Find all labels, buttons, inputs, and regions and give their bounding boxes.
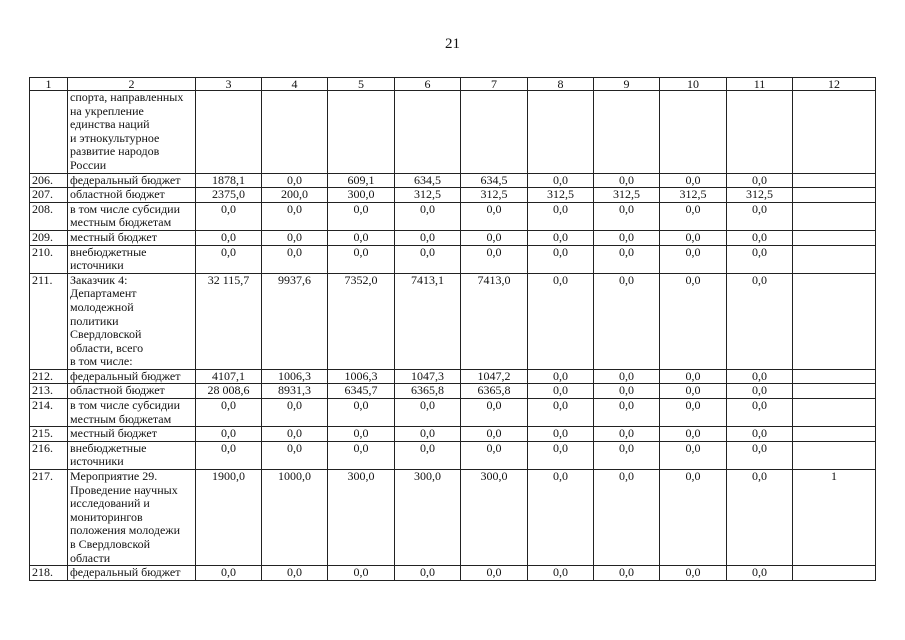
row-name xyxy=(68,245,196,273)
value-cell: 0,0 xyxy=(594,470,660,566)
value-cell: 0,0 xyxy=(196,399,262,427)
value-cell: 0,0 xyxy=(328,427,395,442)
value-cell: 0,0 xyxy=(727,384,793,399)
row-name-line: в том числе: xyxy=(70,354,133,369)
value-cell: 0,0 xyxy=(660,173,727,188)
row-name-line: области xyxy=(70,550,111,565)
row-name-line: местный бюджет xyxy=(70,229,157,244)
row-number xyxy=(30,91,68,174)
row-name xyxy=(68,273,196,369)
row-name-line: развитие народов xyxy=(70,144,160,159)
value-cell xyxy=(793,566,876,581)
table-row xyxy=(30,188,876,203)
value-cell: 312,5 xyxy=(528,188,594,203)
row-name-line: федеральный бюджет xyxy=(70,565,181,580)
value-cell: 634,5 xyxy=(395,173,461,188)
table-row xyxy=(30,91,876,174)
column-header: 8 xyxy=(528,78,594,91)
row-number: 218. xyxy=(30,566,68,581)
row-name xyxy=(68,384,196,399)
row-name-line: исследований и xyxy=(70,496,150,511)
value-cell xyxy=(793,427,876,442)
row-name-line: Департамент xyxy=(70,286,137,301)
row-name-line: политики xyxy=(70,313,119,328)
row-name-line: местным бюджетам xyxy=(70,411,172,426)
row-number: 213. xyxy=(30,384,68,399)
row-name-line: положения молодежи xyxy=(70,523,180,538)
value-cell: 0,0 xyxy=(395,245,461,273)
value-cell: 9937,6 xyxy=(262,273,328,369)
value-cell xyxy=(793,202,876,230)
value-cell xyxy=(395,91,461,174)
value-cell: 0,0 xyxy=(461,427,528,442)
value-cell xyxy=(793,91,876,174)
table-row xyxy=(30,470,876,566)
value-cell: 0,0 xyxy=(660,470,727,566)
value-cell xyxy=(793,188,876,203)
value-cell: 0,0 xyxy=(660,202,727,230)
value-cell: 0,0 xyxy=(594,245,660,273)
value-cell: 0,0 xyxy=(196,245,262,273)
value-cell xyxy=(793,369,876,384)
value-cell: 312,5 xyxy=(727,188,793,203)
row-number: 211. xyxy=(30,273,68,369)
value-cell: 32 115,7 xyxy=(196,273,262,369)
row-name-line: Проведение научных xyxy=(70,482,178,497)
value-cell xyxy=(660,91,727,174)
value-cell: 0,0 xyxy=(528,470,594,566)
table-row xyxy=(30,273,876,369)
value-cell: 0,0 xyxy=(528,173,594,188)
value-cell: 0,0 xyxy=(328,202,395,230)
row-number: 217. xyxy=(30,470,68,566)
value-cell: 0,0 xyxy=(395,202,461,230)
value-cell: 0,0 xyxy=(461,230,528,245)
value-cell xyxy=(262,91,328,174)
value-cell: 1047,3 xyxy=(395,369,461,384)
value-cell xyxy=(793,245,876,273)
column-header: 5 xyxy=(328,78,395,91)
value-cell xyxy=(727,91,793,174)
value-cell: 0,0 xyxy=(395,441,461,469)
value-cell xyxy=(594,91,660,174)
value-cell: 2375,0 xyxy=(196,188,262,203)
row-number: 212. xyxy=(30,369,68,384)
value-cell: 0,0 xyxy=(528,427,594,442)
value-cell: 634,5 xyxy=(461,173,528,188)
value-cell: 0,0 xyxy=(727,273,793,369)
row-name-line: в Свердловской xyxy=(70,537,151,551)
row-name-line: единства наций xyxy=(70,117,150,132)
value-cell: 6365,8 xyxy=(395,384,461,399)
header-row xyxy=(30,78,876,91)
value-cell: 7352,0 xyxy=(328,273,395,369)
value-cell: 300,0 xyxy=(461,470,528,566)
table-row xyxy=(30,566,876,581)
row-name xyxy=(68,230,196,245)
value-cell: 1006,3 xyxy=(262,369,328,384)
table-row xyxy=(30,399,876,427)
value-cell: 0,0 xyxy=(196,427,262,442)
table-row xyxy=(30,384,876,399)
value-cell: 0,0 xyxy=(196,202,262,230)
value-cell: 312,5 xyxy=(395,188,461,203)
value-cell: 0,0 xyxy=(528,566,594,581)
row-name-line: Свердловской xyxy=(70,327,142,342)
page-number: 21 xyxy=(445,36,460,52)
row-name-line: спорта, направленных xyxy=(70,90,184,104)
value-cell: 1006,3 xyxy=(328,369,395,384)
value-cell: 0,0 xyxy=(528,384,594,399)
value-cell: 0,0 xyxy=(395,230,461,245)
row-number: 210. xyxy=(30,245,68,273)
row-name-line: областной бюджет xyxy=(70,187,165,202)
column-header: 7 xyxy=(461,78,528,91)
column-header: 11 xyxy=(727,78,793,91)
value-cell: 0,0 xyxy=(262,245,328,273)
value-cell: 0,0 xyxy=(727,202,793,230)
value-cell: 0,0 xyxy=(328,566,395,581)
row-name xyxy=(68,202,196,230)
value-cell: 0,0 xyxy=(727,470,793,566)
row-name xyxy=(68,427,196,442)
row-name-line: источники xyxy=(70,258,124,273)
value-cell: 0,0 xyxy=(594,369,660,384)
column-header: 12 xyxy=(793,78,876,91)
value-cell: 28 008,6 xyxy=(196,384,262,399)
row-name-line: в том числе субсидии xyxy=(70,398,181,413)
value-cell xyxy=(328,91,395,174)
value-cell: 0,0 xyxy=(461,245,528,273)
row-name-line: мониторингов xyxy=(70,509,143,524)
value-cell: 0,0 xyxy=(727,230,793,245)
value-cell: 0,0 xyxy=(528,441,594,469)
column-header: 3 xyxy=(196,78,262,91)
row-number: 215. xyxy=(30,427,68,442)
row-name-line: источники xyxy=(70,454,124,469)
value-cell: 300,0 xyxy=(328,188,395,203)
value-cell: 0,0 xyxy=(262,441,328,469)
value-cell xyxy=(793,441,876,469)
value-cell: 1047,2 xyxy=(461,369,528,384)
value-cell: 0,0 xyxy=(594,384,660,399)
value-cell: 0,0 xyxy=(262,427,328,442)
value-cell: 300,0 xyxy=(395,470,461,566)
value-cell: 0,0 xyxy=(727,399,793,427)
value-cell: 0,0 xyxy=(594,399,660,427)
row-name-line: местный бюджет xyxy=(70,426,157,441)
table-row xyxy=(30,173,876,188)
value-cell: 0,0 xyxy=(594,230,660,245)
value-cell: 200,0 xyxy=(262,188,328,203)
table-row xyxy=(30,202,876,230)
row-name xyxy=(68,470,196,566)
value-cell: 0,0 xyxy=(594,173,660,188)
value-cell xyxy=(528,91,594,174)
value-cell: 0,0 xyxy=(660,384,727,399)
row-name-line: на укрепление xyxy=(70,103,144,118)
column-header: 1 xyxy=(30,78,68,91)
row-name-line: Мероприятие 29. xyxy=(70,469,158,484)
value-cell: 6365,8 xyxy=(461,384,528,399)
value-cell: 0,0 xyxy=(196,566,262,581)
value-cell: 1000,0 xyxy=(262,470,328,566)
value-cell: 0,0 xyxy=(528,273,594,369)
value-cell: 1900,0 xyxy=(196,470,262,566)
row-number: 208. xyxy=(30,202,68,230)
table-row xyxy=(30,369,876,384)
value-cell: 1878,1 xyxy=(196,173,262,188)
value-cell: 0,0 xyxy=(594,273,660,369)
value-cell: 0,0 xyxy=(262,230,328,245)
value-cell xyxy=(793,273,876,369)
value-cell: 4107,1 xyxy=(196,369,262,384)
value-cell: 0,0 xyxy=(660,441,727,469)
row-name-line: области, всего xyxy=(70,340,144,355)
value-cell: 0,0 xyxy=(328,441,395,469)
table-body xyxy=(30,78,876,581)
row-number: 206. xyxy=(30,173,68,188)
value-cell: 0,0 xyxy=(727,441,793,469)
value-cell: 0,0 xyxy=(196,441,262,469)
value-cell: 6345,7 xyxy=(328,384,395,399)
value-cell: 0,0 xyxy=(461,202,528,230)
row-number: 209. xyxy=(30,230,68,245)
value-cell: 0,0 xyxy=(528,399,594,427)
value-cell: 312,5 xyxy=(461,188,528,203)
row-name xyxy=(68,399,196,427)
value-cell: 0,0 xyxy=(262,173,328,188)
row-name-line: федеральный бюджет xyxy=(70,172,181,187)
value-cell: 312,5 xyxy=(594,188,660,203)
value-cell: 0,0 xyxy=(660,230,727,245)
value-cell: 7413,1 xyxy=(395,273,461,369)
value-cell: 0,0 xyxy=(727,369,793,384)
value-cell: 0,0 xyxy=(594,427,660,442)
value-cell: 0,0 xyxy=(395,399,461,427)
value-cell: 0,0 xyxy=(660,566,727,581)
value-cell: 0,0 xyxy=(660,245,727,273)
value-cell: 0,0 xyxy=(727,566,793,581)
value-cell: 8931,3 xyxy=(262,384,328,399)
value-cell: 0,0 xyxy=(660,273,727,369)
value-cell: 0,0 xyxy=(395,566,461,581)
column-header: 2 xyxy=(68,78,196,91)
row-name xyxy=(68,173,196,188)
row-name-line: внебюджетные xyxy=(70,244,147,259)
value-cell xyxy=(793,230,876,245)
row-number: 216. xyxy=(30,441,68,469)
row-name xyxy=(68,91,196,174)
value-cell: 300,0 xyxy=(328,470,395,566)
row-number: 207. xyxy=(30,188,68,203)
value-cell: 0,0 xyxy=(594,441,660,469)
column-header: 10 xyxy=(660,78,727,91)
value-cell: 0,0 xyxy=(461,566,528,581)
value-cell: 0,0 xyxy=(262,202,328,230)
column-header: 6 xyxy=(395,78,461,91)
value-cell xyxy=(461,91,528,174)
value-cell: 0,0 xyxy=(528,245,594,273)
row-name-line: в том числе субсидии xyxy=(70,201,181,216)
value-cell: 0,0 xyxy=(594,202,660,230)
value-cell: 0,0 xyxy=(727,245,793,273)
value-cell: 0,0 xyxy=(461,441,528,469)
row-number: 214. xyxy=(30,399,68,427)
value-cell: 609,1 xyxy=(328,173,395,188)
row-name-line: и этнокультурное xyxy=(70,130,160,145)
row-name-line: областной бюджет xyxy=(70,383,165,398)
value-cell: 0,0 xyxy=(594,566,660,581)
value-cell: 0,0 xyxy=(328,245,395,273)
value-cell: 0,0 xyxy=(660,399,727,427)
row-name-line: России xyxy=(70,157,107,172)
value-cell: 1 xyxy=(793,470,876,566)
value-cell: 0,0 xyxy=(328,230,395,245)
value-cell: 0,0 xyxy=(528,202,594,230)
table-row xyxy=(30,441,876,469)
column-header: 9 xyxy=(594,78,660,91)
table-row xyxy=(30,230,876,245)
row-name xyxy=(68,188,196,203)
value-cell: 0,0 xyxy=(727,173,793,188)
row-name-line: молодежной xyxy=(70,299,134,314)
value-cell: 0,0 xyxy=(660,427,727,442)
row-name xyxy=(68,566,196,581)
table-row xyxy=(30,427,876,442)
value-cell: 312,5 xyxy=(660,188,727,203)
value-cell xyxy=(793,384,876,399)
table-row xyxy=(30,245,876,273)
row-name-line: местным бюджетам xyxy=(70,215,172,230)
value-cell xyxy=(793,399,876,427)
value-cell: 0,0 xyxy=(528,230,594,245)
value-cell: 0,0 xyxy=(262,566,328,581)
value-cell: 0,0 xyxy=(395,427,461,442)
value-cell xyxy=(793,173,876,188)
value-cell xyxy=(196,91,262,174)
row-name-line: внебюджетные xyxy=(70,440,147,455)
value-cell: 0,0 xyxy=(528,369,594,384)
row-name-line: Заказчик 4: xyxy=(70,272,128,287)
row-name xyxy=(68,369,196,384)
value-cell: 0,0 xyxy=(461,399,528,427)
budget-table xyxy=(29,77,876,581)
row-name xyxy=(68,441,196,469)
value-cell: 0,0 xyxy=(262,399,328,427)
value-cell: 0,0 xyxy=(196,230,262,245)
value-cell: 0,0 xyxy=(727,427,793,442)
value-cell: 0,0 xyxy=(660,369,727,384)
column-header: 4 xyxy=(262,78,328,91)
value-cell: 0,0 xyxy=(328,399,395,427)
value-cell: 7413,0 xyxy=(461,273,528,369)
row-name-line: федеральный бюджет xyxy=(70,368,181,383)
